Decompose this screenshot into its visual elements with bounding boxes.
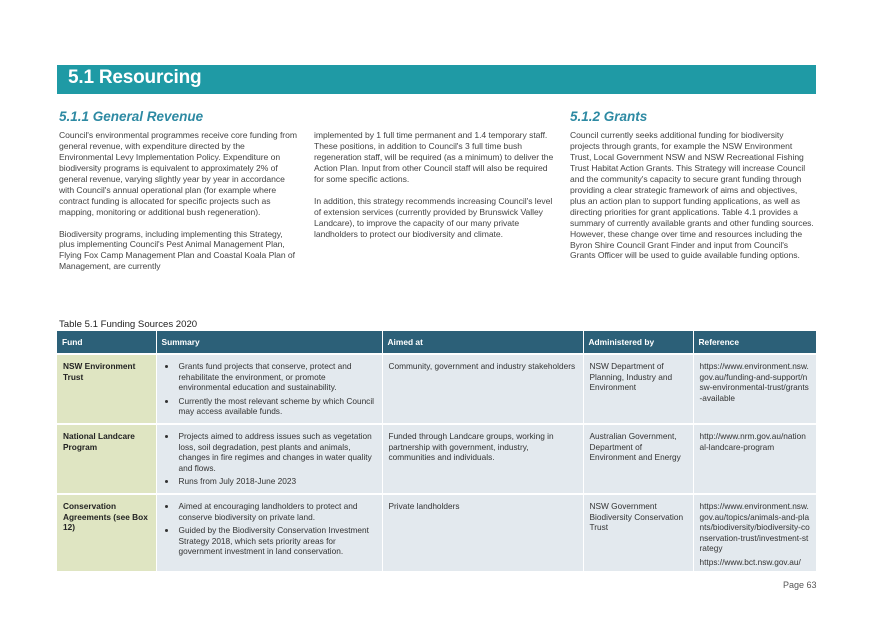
summary-bullet: • Projects aimed to address issues such as vegetation loss, soil degradation, pest plants and animals, changes in fire regimes and changes in water quality and flows. [177,431,376,473]
header-summary: Summary [156,331,382,354]
reference-link[interactable]: https://www.bct.nsw.gov.au/ [699,556,801,567]
administered-by-cell: Australian Government, Department of Environment and Energy [583,424,693,494]
reference-link[interactable]: https://www.environment.nsw.gov.au/topics/animals-and-plants/biodiversity/biodiversity-conservation-trust/investment-strategy [699,500,810,554]
summary-bullet: • Guided by the Biodiversity Conservation Investment Strategy 2018, which sets priority areas for government investment in land conservation. [177,525,376,557]
aimed-at-cell: Community, government and industry stakeholders [382,354,583,424]
reference-cell [693,424,816,494]
fund-cell: Conservation Agreements (see Box 12) [57,494,156,571]
summary-bullet: • Runs from July 2018-June 2023 [177,476,376,487]
header-administered-by: Administered by [583,331,693,354]
grants-column [570,130,815,272]
summary-bullet: • Currently the most relevant scheme by which Council may access available funds. [177,396,376,417]
table-row [57,494,816,571]
general-revenue-column-2 [314,130,557,250]
paragraph: Biodiversity programs, including implementing this Strategy, plus implementing Council's Pest Animal Management Plan, Flying Fox Camp Management Plan and Coastal Koala Plan of Management, are currently [59,228,295,272]
reference-link[interactable]: http://www.nrm.gov.au/national-landcare-program [699,430,806,452]
table-row [57,354,816,424]
section-banner [57,65,816,94]
reference-link[interactable]: https://www.environment.nsw.gov.au/funding-and-support/nsw-environmental-trust/grants-available [699,361,809,403]
summary-cell [156,424,382,494]
header-aimed-at: Aimed at [382,331,583,354]
general-revenue-column-1 [59,130,299,283]
fund-cell: NSW Environment Trust [57,354,156,424]
header-fund: Fund [57,331,156,354]
summary-cell [156,354,382,424]
table-header-row [57,331,816,354]
paragraph: implemented by 1 full time permanent and 1.4 temporary staff. These positions, in addition to Council's 3 full time bush regeneration staff, will be required (as a minimum) to deliver the Action Plan. Input from other Council staff will also be required for some specific actions. [314,130,554,184]
reference-cell [693,494,816,571]
administered-by-cell: NSW Government Biodiversity Conservation Trust [583,494,693,571]
summary-bullet: • Aimed at encouraging landholders to protect and conserve biodiversity on private land. [177,501,376,522]
summary-bullet: • Grants fund projects that conserve, protect and rehabilitate the environment, or promote environmental education and sustainability. [177,361,376,393]
table-row [57,424,816,494]
grants-heading: 5.1.2 Grants [570,109,648,124]
summary-cell [156,494,382,571]
table-caption: Table 5.1 Funding Sources 2020 [59,319,198,330]
reference-cell [693,354,816,424]
page-number: Page 63 [783,580,817,590]
paragraph: In addition, this strategy recommends increasing Council's level of extension services (currently provided by Brunswick Valley Landcare), to improve the capacity of our many private landholders to protect our biodiversity and climate. [314,195,553,239]
paragraph: Council currently seeks additional funding for biodiversity projects through grants, for example the NSW Environment Trust, Local Government NSW and NSW Recreational Fishing Trust Habitat Action Grants. This Strategy will increase Council and the community's capacity to secure grant funding through providing a clear strategic framework of aims and objectives, plus an action plan to support funding applications, as well as directing priorities for grant applications. Table 4.1 provides a summary of currently available grants and other funding sources. However, these change over time and resources including the Byron Shire Council Grant Finder and input from Council's Grants Officer will be used to guide available funding options. [570,130,814,261]
header-reference: Reference [693,331,816,354]
administered-by-cell: NSW Department of Planning, Industry and Environment [583,354,693,424]
fund-cell: National Landcare Program [57,424,156,494]
aimed-at-cell: Private landholders [382,494,583,571]
funding-sources-table [57,331,816,571]
aimed-at-cell: Funded through Landcare groups, working in partnership with government, industry, communities and individuals. [382,424,583,494]
section-title: 5.1 Resourcing [68,67,202,88]
paragraph: Council's environmental programmes receive core funding from general revenue, with expenditure directed by the Environmental Levy Implementation Policy. Expenditure on biodiversity programs is equivalent to approximately 2% of general revenue, varying slightly year by year in accordance with Council's annual operational plan (for example where contract funding is allocated for specific projects such as mapping, monitoring or additional bush regeneration). [59,130,297,217]
general-revenue-heading: 5.1.1 General Revenue [59,109,204,124]
